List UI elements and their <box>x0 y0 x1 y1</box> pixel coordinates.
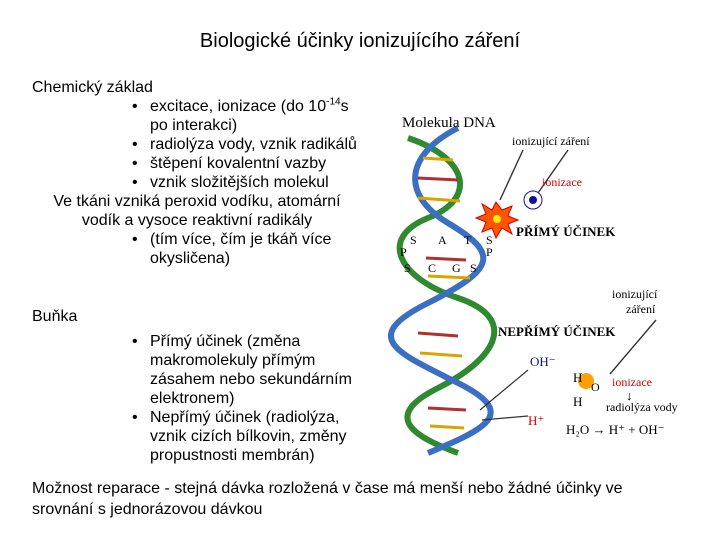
base-label: S <box>410 233 417 247</box>
base-label: P <box>400 245 407 259</box>
bullet-text: Přímý účinek (změna <box>150 333 301 350</box>
bullet-text: excitace, ionizace (do 10 <box>150 98 327 115</box>
base-label: P <box>486 245 493 259</box>
ionization-label: ionizace <box>542 175 582 189</box>
radiation-label: ionizující <box>612 287 658 301</box>
bullet-item <box>32 230 392 249</box>
cell-heading: Buňka <box>32 308 78 325</box>
page-title: Biologické účinky ionizujícího záření <box>199 30 521 52</box>
bullet-item <box>32 173 392 192</box>
bullet-dot: • <box>132 136 138 153</box>
direct-effect-label: PŘÍMÝ ÚČINEK <box>516 224 616 239</box>
cell-section <box>32 307 392 465</box>
bullet-text: (tím více, čím je tkáň více <box>150 231 332 248</box>
tissue-text: Ve tkáni vzniká peroxid vodíku, atomární <box>53 193 341 210</box>
bullet-text: radiolýza vody, vznik radikálů <box>150 136 357 153</box>
bullet-dot: • <box>132 174 138 191</box>
oxygen-atom: O <box>591 380 600 394</box>
exponent: -14 <box>326 96 341 108</box>
radiation-arrow <box>610 320 656 374</box>
chemical-heading: Chemický základ <box>32 79 153 96</box>
hydroxide-label: OH⁻ <box>530 354 556 369</box>
bullet-text: štěpení kovalentní vazby <box>150 155 327 172</box>
dna-helix-illustration <box>391 128 494 453</box>
hydrogen-atom: H <box>573 370 583 385</box>
bullet-continuation: po interakci) <box>150 117 238 134</box>
attack-arrow <box>480 370 528 410</box>
bullet-continuation: makromolekuly přímým <box>150 352 316 369</box>
bullet-item <box>32 97 392 116</box>
base-label: C <box>428 261 437 275</box>
dna-figure <box>388 108 708 456</box>
bullet-dot: • <box>132 155 138 172</box>
bullet-text: vznik složitějších molekul <box>150 174 329 191</box>
proton-label: H⁺ <box>528 413 545 428</box>
base-label: A <box>438 233 447 247</box>
base-label: G <box>452 261 461 275</box>
ionization-label: ionizace <box>612 375 652 389</box>
hydrogen-atom: H <box>573 394 583 409</box>
radiation-label: záření <box>626 302 656 316</box>
bullet-continuation: zásahem nebo sekundárním <box>150 371 352 388</box>
radiation-label: ionizující záření <box>512 134 590 148</box>
bullet-continuation: vznik cizích bílkovin, změny <box>150 428 347 445</box>
electron-icon <box>529 196 537 204</box>
radiolysis-equation: H₂O → H⁺ + OH⁻ <box>566 422 665 437</box>
bullet-dot: • <box>132 333 138 350</box>
bullet-continuation: elektronem) <box>150 390 235 407</box>
bullet-dot: • <box>132 231 138 248</box>
bullet-continuation: okysličena) <box>150 250 231 267</box>
radiolysis-label: radiolýza vody <box>606 400 678 414</box>
repair-note <box>32 478 712 520</box>
footer-line: srovnání s jednorázovou dávkou <box>32 501 263 518</box>
bullet-dot: • <box>132 409 138 426</box>
dna-label: Molekula DNA <box>402 115 496 131</box>
indirect-effect-label: NEPŘÍMÝ ÚČINEK <box>498 324 616 339</box>
bullet-item <box>32 154 392 173</box>
base-label: T <box>464 233 472 247</box>
bullet-item <box>32 135 392 154</box>
bullet-dot: • <box>132 98 138 115</box>
bullet-item <box>32 332 392 351</box>
chemical-section <box>32 78 392 268</box>
ionization-burst-icon <box>476 202 518 238</box>
tissue-text: vodík a vysoce reaktivní radikály <box>81 212 313 229</box>
down-arrow-icon: ↓ <box>626 388 633 403</box>
base-label: S <box>404 261 411 275</box>
base-label: S <box>470 261 477 275</box>
bullet-continuation: propustnosti membrán) <box>150 447 315 464</box>
base-label: S <box>486 233 493 247</box>
bullet-text: Nepřímý účinek (radiolýza, <box>150 409 340 426</box>
bullet-text: s <box>340 98 349 115</box>
bullet-item <box>32 408 392 427</box>
footer-line: Možnost reparace - stejná dávka rozložená v čase má menší nebo žádné účinky ve <box>32 480 623 497</box>
